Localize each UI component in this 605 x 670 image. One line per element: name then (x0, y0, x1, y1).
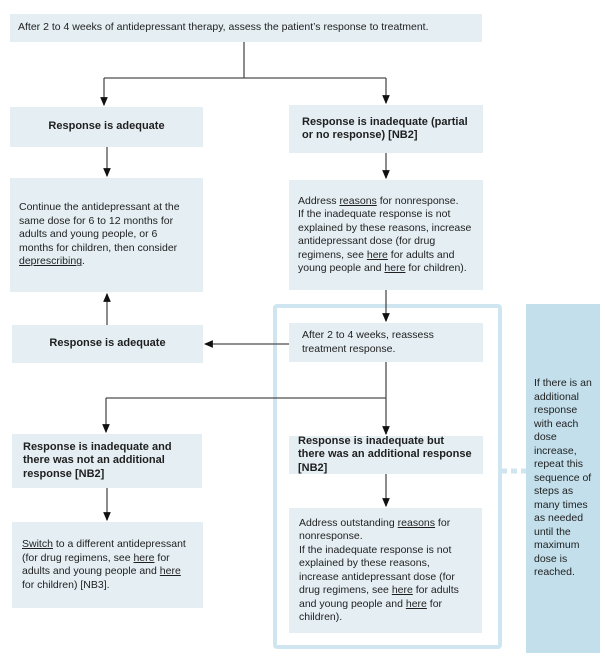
node-continue-antidepressant-text (19, 201, 194, 269)
address2-text-4: for adults and young people and (299, 584, 459, 610)
reasons-link-2[interactable]: reasons (397, 516, 436, 529)
continue-text-1: Continue the antidepressant at the same dose for 6 to 12 months for adults and young people, or 6 months for children, then consider (19, 201, 180, 254)
node-address-outstanding-text (299, 517, 472, 625)
children-regimen-link-3[interactable]: here (405, 597, 427, 610)
switch-text-2: for adults and young people and (22, 551, 170, 577)
node-address-reasons-text (298, 195, 474, 276)
node-switch-antidepressant (12, 522, 203, 608)
address1-text-2: for nonresponse. (376, 194, 459, 207)
node-switch-antidepressant-text (22, 538, 193, 592)
address1-text-5: for children). (405, 262, 467, 274)
node-inadequate-no-additional-response (12, 434, 202, 488)
node-inadequate-with-additional-response (289, 436, 483, 474)
address1-text-1: Address (298, 194, 340, 207)
node-inadequate-with-additional-text: Response is inadequate but there was an additional response [NB2] (298, 434, 472, 474)
switch-text-1: to a different antidepressant (for drug regimens, see (22, 538, 186, 564)
adults-regimen-link-1[interactable]: here (366, 248, 388, 261)
node-response-adequate-1-text: Response is adequate (48, 120, 165, 133)
node-reassess-response (289, 323, 483, 362)
node-reassess-response-text: After 2 to 4 weeks, reassess treatment response. (302, 329, 434, 355)
node-continue-antidepressant (10, 178, 203, 292)
node-address-outstanding-reasons (289, 508, 482, 633)
address2-text-5: for children). (299, 597, 443, 623)
adults-regimen-link-3[interactable]: here (391, 584, 413, 596)
node-response-inadequate-1 (289, 105, 483, 153)
node-address-reasons (289, 180, 483, 290)
address1-text-3: If the inadequate response is not explained by these reasons, increase antidepressant dose (for drug regimens, see (298, 208, 472, 261)
node-response-inadequate-1-text: Response is inadequate (partial or no response) [NB2] (302, 115, 468, 141)
node-response-adequate-2 (12, 325, 203, 363)
node-assess-response (10, 14, 482, 42)
address2-text-3: If the inadequate response is not explained by these reasons, increase antidepressant dose (for drug regimens, see (299, 543, 455, 596)
children-regimen-link-2[interactable]: here (159, 565, 181, 577)
address2-text-2: for nonresponse. (299, 516, 451, 542)
dose-increase-loop-note (526, 304, 600, 653)
switch-link[interactable]: Switch (22, 538, 53, 550)
adults-regimen-link-2[interactable]: here (133, 551, 155, 564)
deprescribing-link[interactable]: deprescribing (19, 255, 83, 268)
dose-increase-loop-note-text: If there is an additional response with each dose increase, repeat this sequence of steps as many times as needed until the maximum dose is reached. (534, 377, 592, 579)
node-response-adequate-2-text: Response is adequate (49, 337, 166, 350)
reasons-link-1[interactable]: reasons (339, 194, 377, 207)
continue-text-2: . (82, 255, 85, 268)
address1-text-4: for adults and young people and (298, 248, 455, 274)
address2-text-1: Address outstanding (299, 516, 398, 529)
node-assess-text: After 2 to 4 weeks of antidepressant therapy, assess the patient’s response to treatment. (18, 21, 429, 34)
node-inadequate-no-additional-text: Response is inadequate and there was not an additional response [NB2] (23, 440, 172, 480)
children-regimen-link-1[interactable]: here (384, 262, 406, 274)
node-response-adequate-1 (10, 107, 203, 147)
switch-text-3: for children) [NB3]. (22, 578, 110, 591)
